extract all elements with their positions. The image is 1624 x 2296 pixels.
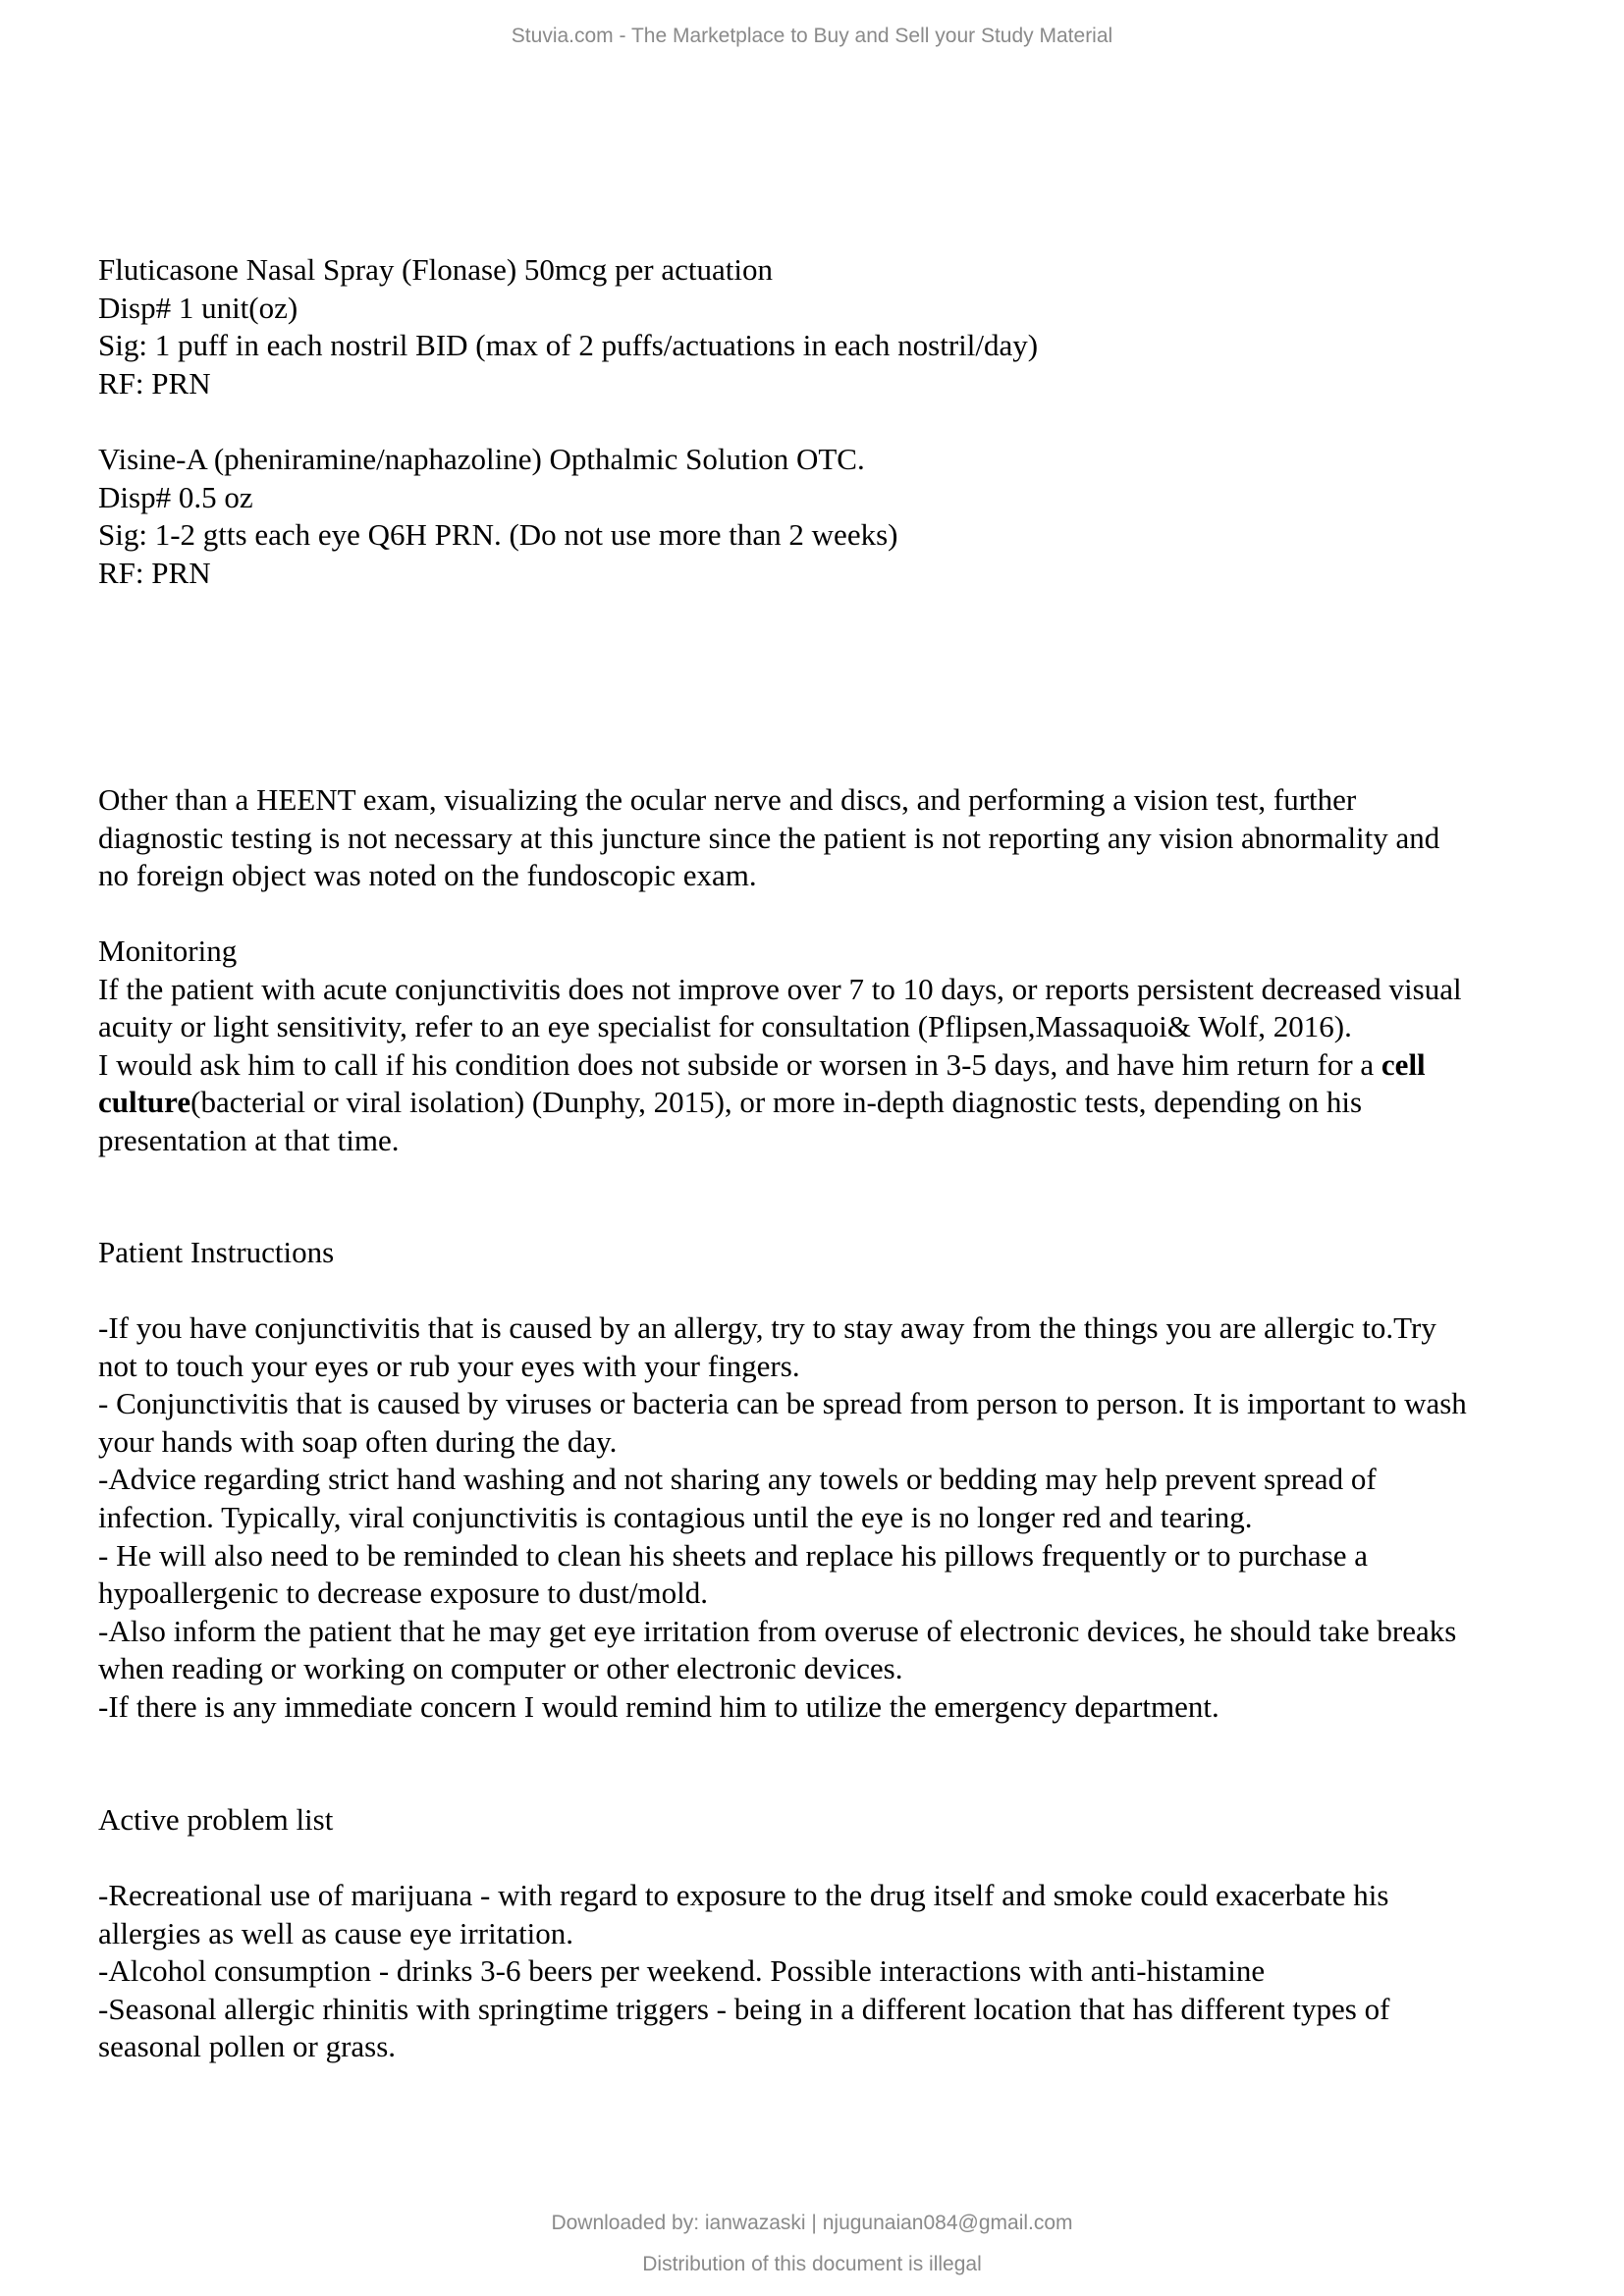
bold-term: culture [98,1085,191,1120]
text-segment: I would ask him to call if his condition does not subside or worsen in 3-5 days, and have him return for a [98,1046,1381,1082]
active-problem-list [98,1877,1389,2066]
text-line: -If you have conjunctivitis that is caused by an allergy, try to stay away from the things you are allergic to.Try [98,1310,1436,1345]
section-heading: Active problem list [98,1802,334,1837]
text-line: - Conjunctivitis that is caused by viruses or bacteria can be spread from person to person. It is important to wash [98,1386,1467,1421]
text-line: seasonal pollen or grass. [98,2029,397,2064]
active-problem-heading-block [98,1801,333,1840]
section-heading: Patient Instructions [98,1235,335,1269]
text-line: -Advice regarding strict hand washing and not sharing any towels or bedding may help prevent spread of [98,1462,1377,1497]
prescription-visine [98,441,897,592]
text-line: Other than a HEENT exam, visualizing the ocular nerve and discs, and performing a vision test, further [98,782,1357,817]
refills: RF: PRN [98,555,211,590]
patient-instructions-list [98,1309,1467,1727]
text-line: -If there is any immediate concern I would remind him to utilize the emergency department. [98,1688,1219,1724]
drug-name: Visine-A (pheniramine/naphazoline) Opthalmic Solution OTC. [98,442,865,476]
text-line: infection. Typically, viral conjunctivitis is contagious until the eye is no longer red and tearing. [98,1499,1253,1534]
text-line: hypoallergenic to decrease exposure to dust/mold. [98,1575,708,1611]
text-line: -Alcohol consumption - drinks 3-6 beers per weekend. Possible interactions with anti-histamine [98,1953,1266,1989]
text-line: not to touch your eyes or rub your eyes with your fingers. [98,1348,800,1383]
patient-instructions-heading-block [98,1234,334,1272]
text-line: allergies as well as cause eye irritation. [98,1915,574,1950]
text-line [98,1046,1462,1085]
text-line [98,1084,1462,1122]
text-line: when reading or working on computer or other electronic devices. [98,1651,903,1686]
header-watermark: Stuvia.com - The Marketplace to Buy and Sell your Study Material [511,25,1113,47]
text-line: diagnostic testing is not necessary at this juncture since the patient is not reporting any vision abnormality and [98,820,1440,855]
monitoring-section [98,933,1462,1160]
footer-distribution-notice: Distribution of this document is illegal [642,2253,982,2275]
text-line: presentation at that time. [98,1122,400,1157]
sig: Sig: 1 puff in each nostril BID (max of 2 puffs/actuations in each nostril/day) [98,328,1039,363]
prescription-flonase [98,251,1038,402]
text-line: acuity or light sensitivity, refer to an eye specialist for consultation (Pflipsen,Massaquoi& Wolf, 2016). [98,1009,1352,1044]
sig: Sig: 1-2 gtts each eye Q6H PRN. (Do not use more than 2 weeks) [98,517,898,553]
footer-downloaded-by: Downloaded by: ianwazaski | njugunaian084@gmail.com [551,2212,1073,2234]
dispense: Disp# 0.5 oz [98,479,253,514]
text-line: -Seasonal allergic rhinitis with springtime triggers - being in a different location that has different types of [98,1991,1390,2026]
text-line: If the patient with acute conjunctivitis does not improve over 7 to 10 days, or reports persistent decreased visual [98,971,1462,1006]
bold-term: cell [1380,1046,1426,1082]
text-line: -Recreational use of marijuana - with regard to exposure to the drug itself and smoke could exacerbate his [98,1878,1389,1912]
text-segment: (bacterial or viral isolation) (Dunphy, 2015), or more in-depth diagnostic tests, depending on his [190,1085,1363,1120]
refills: RF: PRN [98,365,211,400]
drug-name: Fluticasone Nasal Spray (Flonase) 50mcg per actuation [98,252,773,287]
text-line: your hands with soap often during the day. [98,1423,618,1459]
text-line: no foreign object was noted on the fundoscopic exam. [98,858,757,893]
text-line: - He will also need to be reminded to clean his sheets and replace his pillows frequently or to purchase a [98,1537,1368,1573]
diagnostics-paragraph [98,781,1439,895]
dispense: Disp# 1 unit(oz) [98,290,298,325]
text-line: -Also inform the patient that he may get eye irritation from overuse of electronic devices, he should take breaks [98,1613,1457,1648]
section-heading: Monitoring [98,934,238,968]
